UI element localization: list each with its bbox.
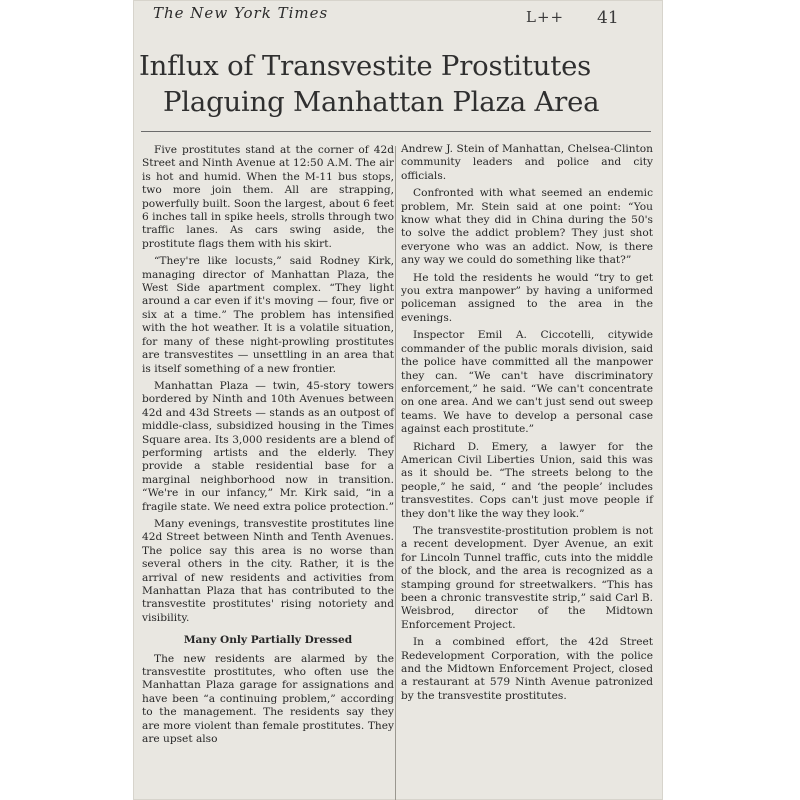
article-column-right <box>401 143 653 707</box>
paragraph: The new residents are alarmed by the transvestite prostitutes, who often use the Manhattan Plaza garage for assignations and have been “a continuing problem,” according to the management. The residents say they are more violent than female prostitutes. They are upset also <box>142 652 394 746</box>
paragraph: Five prostitutes stand at the corner of 42d Street and Ninth Avenue at 12:50 A.M. The air is hot and humid. When the M-11 bus stops, two more join them. All are strapping, powerfully built. Soon the largest, about 6 feet 6 inches tall in spike heels, strolls through two traffic lanes. As cars swing aside, the prostitute flags them with his skirt. <box>142 144 394 250</box>
paragraph: In a combined effort, the 42d Street Redevelopment Corporation, with the police and the Midtown Enforcement Project, closed a restaurant at 579 Ninth Avenue patronized by the transvestite prostitutes. <box>401 636 653 702</box>
newspaper-clipping <box>133 0 663 800</box>
paragraph: Richard D. Emery, a lawyer for the American Civil Liberties Union, said this was as it should be. “The streets belong to the people,” he said, “ and ‘the people’ includes transvestites. Cops can't just move people if they don't like the way they look.” <box>401 440 653 520</box>
page-number: 41 <box>597 8 619 28</box>
page-reference: L++ <box>526 8 565 26</box>
paragraph: “They're like locusts,” said Rodney Kirk, managing director of Manhattan Plaza, the West Side apartment complex. “They light around a car even if it's moving — four, five or six at a time.” The problem has intensified with the hot weather. It is a volatile situation, for many of these night-prowling prostitutes are transvestites — unsettling in an area that is itself something of a new frontier. <box>142 255 394 375</box>
paragraph-continuation: Andrew J. Stein of Manhattan, Chelsea-Clinton community leaders and police and city officials. <box>401 143 653 182</box>
paragraph: Many evenings, transvestite prostitutes line 42d Street between Ninth and Tenth Avenues. The police say this area is no worse than several others in the city. Rather, it is the arrival of new residents and activities from Manhattan Plaza that has contributed to the transvestite prostitutes' rising notoriety and visibility. <box>142 517 394 624</box>
headline-line-2: Plaguing Manhattan Plaza Area <box>163 86 600 118</box>
article-headline <box>139 48 659 120</box>
paragraph: Confronted with what seemed an endemic problem, Mr. Stein said at one point: “You know what they did in China during the 50's to solve the addict problem? They just shot everyone who was an addict. Now, is there any way we could do something like that?” <box>401 187 653 267</box>
headline-rule <box>141 131 651 132</box>
paragraph: Manhattan Plaza — twin, 45-story towers bordered by Ninth and 10th Avenues between 42d and 43d Streets — stands as an outpost of middle-class, subsidized housing in the Times Square area. Its 3,000 residents are a blend of performing artists and the elderly. They provide a stable residential base for a marginal neighborhood now in transition. “We're in our infancy,” Mr. Kirk said, “in a fragile state. We need extra police protection.” <box>142 379 395 513</box>
subhead: Many Only Partially Dressed <box>183 634 353 647</box>
headline-line-1: Influx of Transvestite Prostitutes <box>139 50 592 82</box>
column-divider <box>395 146 396 800</box>
article-column-left <box>142 144 394 750</box>
paragraph: He told the residents he would “try to get you extra manpower” by having a uniformed policeman assigned to the area in the evenings. <box>401 271 653 324</box>
paragraph: Inspector Emil A. Ciccotelli, citywide commander of the public morals division, said the police have committed all the manpower they can. “We can't have discriminatory enforcement,” he said. “We can't concentrate on one area. And we can't just send out sweep teams. We have to develop a personal case against each prostitute.” <box>401 329 653 436</box>
paragraph: The transvestite-prostitution problem is not a recent development. Dyer Avenue, an exit for Lincoln Tunnel traffic, cuts into the middle of the block, and the area is recognized as a stamping ground for streetwalkers. “This has been a chronic transvestite strip,” said Carl B. Weisbrod, director of the Midtown Enforcement Project. <box>401 524 653 631</box>
handwritten-source-note: The New York Times <box>153 4 329 22</box>
